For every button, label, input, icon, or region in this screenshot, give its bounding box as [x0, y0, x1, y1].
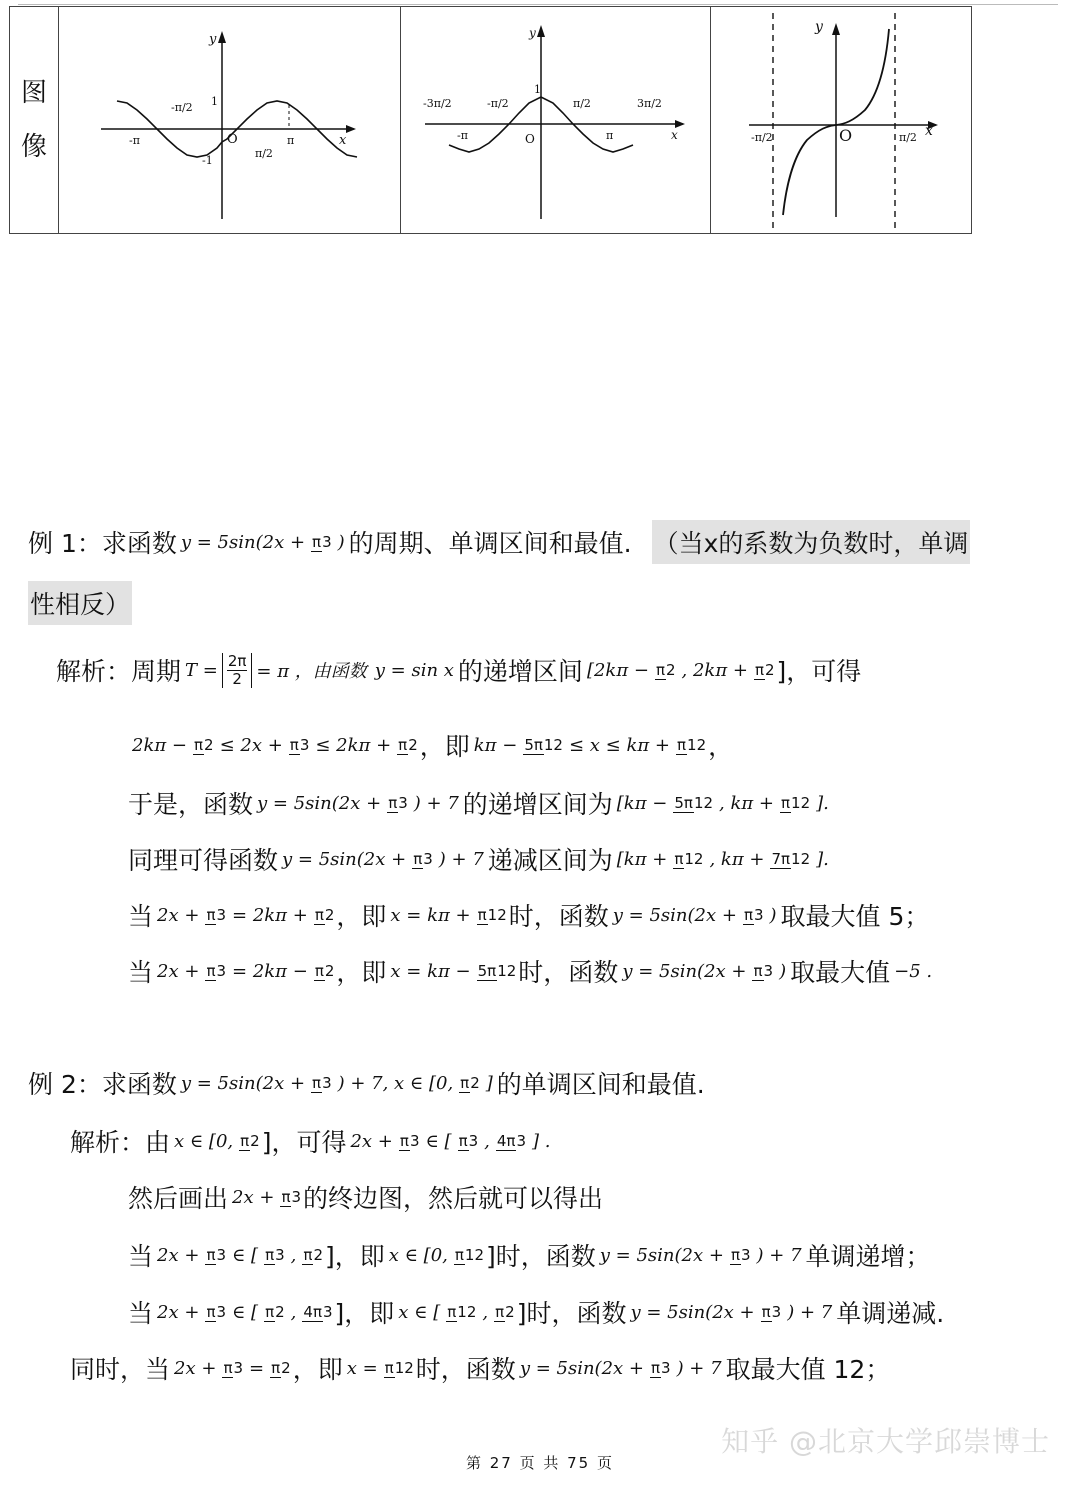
- text-segment: , kπ +: [719, 792, 775, 814]
- sin-tick-half-pi: π/2: [255, 147, 273, 160]
- text-segment: 3: [322, 532, 332, 551]
- fraction: [494, 1304, 515, 1321]
- text-segment: y = 5sin(2x +: [180, 1072, 306, 1094]
- text-segment: 12: [394, 1358, 414, 1377]
- text-segment: 当: [128, 958, 154, 987]
- text-segment: ]，即: [324, 1242, 385, 1271]
- fraction: [280, 1189, 301, 1206]
- fraction: [397, 737, 418, 754]
- text-segment: 3: [423, 849, 433, 868]
- text-segment: 3: [398, 793, 408, 812]
- text-segment: π: [495, 1302, 505, 1321]
- text-segment: 3: [753, 905, 764, 924]
- fraction: [412, 851, 433, 868]
- text-segment: π: [312, 1073, 322, 1092]
- text-segment: 时，函数: [415, 1355, 516, 1384]
- fraction: [454, 1247, 484, 1264]
- fraction: [477, 907, 507, 924]
- fraction: [311, 534, 332, 551]
- text-segment: 2: [324, 905, 335, 924]
- fraction: [761, 1304, 782, 1321]
- text-segment: ∈ [: [232, 1244, 259, 1266]
- ex1-line4: [128, 834, 833, 884]
- text-segment: π: [650, 1358, 661, 1377]
- text-segment: 2x +: [157, 960, 200, 982]
- fraction: [193, 737, 214, 754]
- text-segment: 3: [740, 1245, 751, 1264]
- text-segment: ]时，函数: [486, 1242, 596, 1271]
- text-segment: π: [413, 849, 423, 868]
- text-segment: ，即: [292, 1355, 343, 1384]
- text-segment: y = 5sin(2x +: [257, 792, 382, 814]
- text-segment: 2: [324, 961, 335, 980]
- fraction: [222, 1360, 243, 1377]
- fraction: [650, 1360, 671, 1377]
- text-segment: ) + 7: [413, 792, 459, 814]
- text-segment: ) + 7: [438, 848, 484, 870]
- text-segment: y = 5sin(2x +: [622, 960, 747, 982]
- text-segment: 7π: [771, 849, 791, 868]
- text-segment: π: [677, 735, 687, 754]
- text-segment: 4π: [496, 1131, 516, 1150]
- text-segment: 取最大值: [790, 958, 891, 987]
- ex1-note-line2-row: [28, 585, 132, 621]
- ex1-title-prefix: 例 1：求函数: [28, 529, 177, 558]
- text-segment: = 2kπ −: [232, 960, 308, 982]
- graph-table: [9, 6, 972, 234]
- fraction: [752, 963, 773, 980]
- cos-graph: [401, 7, 710, 233]
- text-segment: π: [223, 1358, 233, 1377]
- sin-graph: [59, 7, 400, 233]
- fraction: [673, 795, 713, 812]
- fraction: [264, 1304, 285, 1321]
- sin-origin: O: [227, 132, 238, 147]
- cos-origin: O: [525, 132, 535, 146]
- fraction: [676, 737, 706, 754]
- tan-tick-neg-half-pi: -π/2: [751, 131, 773, 144]
- text-segment: [222, 653, 253, 688]
- text-segment: 12: [687, 735, 707, 754]
- ex2-line5: [70, 1343, 890, 1393]
- text-segment: π: [454, 1245, 464, 1264]
- text-segment: π: [460, 1073, 470, 1092]
- text-segment: π: [743, 905, 753, 924]
- fraction: [496, 1133, 526, 1150]
- text-segment: ].: [816, 792, 829, 814]
- text-segment: 的终边图，然后就可以得出: [303, 1184, 604, 1213]
- text-segment: ，即: [336, 958, 387, 987]
- text-segment: 2: [232, 669, 242, 688]
- text-segment: π: [384, 1358, 394, 1377]
- cos-tick-neg-pi: -π: [457, 129, 468, 142]
- text-segment: 2x +: [157, 904, 200, 926]
- text-segment: 2: [281, 1358, 291, 1377]
- fraction: [289, 737, 310, 754]
- text-segment: [2kπ −: [586, 659, 649, 681]
- text-segment: π: [265, 1245, 275, 1264]
- text-segment: π: [265, 1302, 275, 1321]
- text-segment: 12: [791, 849, 811, 868]
- tan-tick-half-pi: π/2: [899, 131, 917, 144]
- ex1-note-line1: （当x的系数为负数时，单调: [652, 520, 971, 564]
- sin-tick-pi: π: [287, 134, 295, 147]
- text-segment: 2: [470, 1073, 480, 1092]
- text-segment: 2x +: [174, 1357, 217, 1379]
- sin-x-label: x: [339, 133, 347, 148]
- text-segment: y = 5sin(2x +: [599, 1244, 724, 1266]
- text-segment: π: [271, 1358, 281, 1377]
- text-segment: π: [458, 1131, 468, 1150]
- text-segment: ].: [816, 848, 829, 870]
- text-segment: 递减区间为: [487, 846, 613, 875]
- text-segment: 12: [487, 905, 507, 924]
- text-segment: ) + 7: [756, 1244, 802, 1266]
- cos-x-label: x: [671, 128, 678, 142]
- text-segment: ): [769, 904, 777, 926]
- fraction: [227, 653, 248, 688]
- ex2-line1: [70, 1116, 554, 1166]
- text-segment: 5π: [674, 793, 693, 812]
- tan-origin: O: [839, 126, 853, 145]
- text-segment: x = kπ −: [390, 960, 471, 982]
- text-segment: 2x +: [232, 1186, 275, 1208]
- text-segment: 2x +: [157, 1301, 200, 1323]
- text-segment: x =: [346, 1357, 378, 1379]
- text-segment: 3: [216, 905, 227, 924]
- text-segment: =: [249, 1357, 265, 1379]
- text-segment: ,: [482, 1301, 489, 1323]
- text-segment: 时，函数: [518, 958, 619, 987]
- fraction: [239, 1133, 260, 1150]
- text-segment: x = kπ +: [390, 904, 471, 926]
- ex1-title-func: y = 5sin(2x +: [180, 531, 306, 553]
- text-segment: 12: [693, 793, 714, 812]
- text-segment: π: [240, 1131, 250, 1150]
- top-rule: [18, 4, 1058, 5]
- text-segment: 2: [765, 660, 775, 679]
- text-segment: 的递增区间为: [462, 790, 613, 819]
- text-segment: ≤ 2x +: [219, 734, 283, 756]
- text-segment: x ∈ [0,: [174, 1130, 234, 1152]
- text-segment: π: [314, 961, 324, 980]
- text-segment: 2: [313, 1245, 323, 1264]
- text-segment: ，即: [336, 902, 387, 931]
- text-segment: π: [655, 660, 665, 679]
- row-label-char-2: 像: [20, 132, 47, 162]
- text-segment: 12: [457, 1302, 477, 1321]
- text-segment: 3: [216, 1245, 227, 1264]
- ex1-line2: [128, 720, 733, 770]
- cos-tick-pi: π: [606, 129, 614, 142]
- tan-graph: [711, 7, 971, 233]
- text-segment: 3: [216, 1302, 227, 1321]
- row-label-char-1: 图: [20, 78, 47, 108]
- fraction: [205, 963, 226, 980]
- text-segment: π: [781, 793, 791, 812]
- sin-y-label: y: [209, 32, 217, 47]
- text-segment: π: [477, 905, 487, 924]
- cos-tick-neg-3half-pi: -3π/2: [423, 97, 452, 110]
- ex2-title: [28, 1058, 705, 1108]
- text-segment: 12: [464, 1245, 484, 1264]
- text-segment: π: [303, 1245, 313, 1264]
- ex2-line2: [128, 1172, 603, 1222]
- fraction: [314, 963, 335, 980]
- fraction: [314, 907, 335, 924]
- text-segment: π: [206, 905, 216, 924]
- text-segment: y = 5sin(2x +: [519, 1357, 644, 1379]
- text-segment: 12: [497, 961, 517, 980]
- text-segment: π: [206, 961, 216, 980]
- text-segment: 3: [661, 1358, 671, 1377]
- text-segment: 5π: [477, 961, 497, 980]
- text-segment: 2: [204, 735, 214, 754]
- fraction: [770, 851, 810, 868]
- text-segment: ]，可得: [261, 1128, 347, 1157]
- cos-tick-3half-pi: 3π/2: [637, 97, 662, 110]
- text-segment: = π ，由函数: [256, 661, 367, 682]
- text-segment: 2: [275, 1302, 285, 1321]
- text-segment: 4π: [303, 1302, 322, 1321]
- text-segment: π: [206, 1302, 216, 1321]
- text-segment: π: [194, 735, 204, 754]
- text-segment: x ∈ [0,: [388, 1244, 448, 1266]
- text-segment: 解析：由: [70, 1128, 171, 1157]
- text-segment: π: [730, 1245, 740, 1264]
- fraction: [399, 1133, 420, 1150]
- ex1-title-suffix: 的周期、单调区间和最值.: [348, 529, 632, 558]
- fraction: [446, 1304, 476, 1321]
- text-segment: π: [674, 849, 684, 868]
- text-segment: 5π: [524, 735, 543, 754]
- watermark: 知乎 @北京大学邱崇博士: [721, 1425, 1050, 1458]
- ex1-title: [28, 522, 970, 562]
- fraction: [673, 851, 703, 868]
- text-segment: x ∈ [: [398, 1301, 441, 1323]
- text-segment: ] .: [532, 1130, 551, 1152]
- row-label: [10, 7, 59, 234]
- text-segment: y = 5sin(2x +: [630, 1301, 755, 1323]
- cos-tick-one: 1: [534, 83, 541, 96]
- fraction: [655, 662, 676, 679]
- text-segment: 时，函数: [508, 902, 609, 931]
- cos-tick-neg-half-pi: -π/2: [487, 97, 509, 110]
- text-segment: y = 5sin(2x +: [612, 904, 737, 926]
- text-segment: T =: [185, 659, 218, 681]
- text-segment: 于是，函数: [128, 790, 254, 819]
- text-segment: 的单调区间和最值.: [496, 1070, 705, 1099]
- text-segment: ) + 7, x ∈ [0,: [337, 1072, 454, 1094]
- text-segment: π: [314, 905, 324, 924]
- text-segment: 然后画出: [128, 1184, 229, 1213]
- fraction: [205, 1304, 226, 1321]
- tan-y-label: y: [815, 19, 823, 35]
- text-segment: π: [753, 961, 763, 980]
- text-segment: y = 5sin(2x +: [282, 848, 407, 870]
- text-segment: π: [398, 735, 408, 754]
- text-segment: ]，可得: [776, 657, 862, 686]
- fraction: [754, 662, 775, 679]
- text-segment: 当: [128, 1299, 154, 1328]
- text-segment: 3: [409, 1131, 420, 1150]
- fraction: [477, 963, 517, 980]
- fraction: [302, 1304, 332, 1321]
- text-segment: 12: [791, 793, 811, 812]
- text-segment: ) + 7: [676, 1357, 722, 1379]
- text-segment: 2π: [227, 651, 247, 670]
- fraction: [458, 1133, 479, 1150]
- text-segment: ,: [290, 1301, 297, 1323]
- text-segment: 2: [408, 735, 418, 754]
- cos-y-label: y: [529, 26, 536, 40]
- text-segment: ]时，函数: [516, 1299, 627, 1328]
- text-segment: 3: [275, 1245, 285, 1264]
- fraction: [311, 1075, 332, 1092]
- text-segment: ]: [485, 1072, 493, 1094]
- text-segment: [kπ −: [616, 792, 668, 814]
- text-segment: 2x +: [157, 1244, 200, 1266]
- fraction: [384, 1360, 414, 1377]
- text-segment: 3: [233, 1358, 244, 1377]
- text-segment: 2x +: [350, 1130, 393, 1152]
- text-segment: 单调递减.: [836, 1299, 945, 1328]
- text-segment: = 2kπ +: [232, 904, 308, 926]
- text-segment: 解析：周期: [56, 657, 182, 686]
- text-segment: 取最大值 5；: [780, 902, 930, 931]
- text-segment: 3: [516, 1131, 526, 1150]
- ex1-line6: [128, 946, 936, 996]
- text-segment: 取最大值 12；: [725, 1355, 891, 1384]
- cos-graph-cell: [401, 7, 711, 234]
- text-segment: π: [388, 793, 398, 812]
- text-segment: 3: [322, 1302, 333, 1321]
- sin-tick-neg-half-pi: -π/2: [171, 101, 193, 114]
- text-segment: 3: [468, 1131, 479, 1150]
- ex1-line3: [128, 778, 833, 828]
- text-segment: 例 2：求函数: [28, 1070, 177, 1099]
- text-segment: 12: [684, 849, 704, 868]
- sin-tick-one: 1: [211, 95, 218, 108]
- text-segment: π: [754, 660, 764, 679]
- text-segment: π: [206, 1245, 216, 1264]
- tan-graph-cell: [711, 7, 972, 234]
- text-segment: ,: [290, 1244, 297, 1266]
- text-segment: , kπ +: [709, 848, 765, 870]
- text-segment: 同理可得函数: [128, 846, 279, 875]
- text-segment: 12: [543, 735, 563, 754]
- fraction: [387, 795, 408, 812]
- fraction: [523, 737, 563, 754]
- fraction: [264, 1247, 285, 1264]
- text-segment: [kπ +: [616, 848, 668, 870]
- text-segment: kπ −: [473, 734, 518, 756]
- text-segment: 当: [128, 1242, 154, 1271]
- fraction: [780, 795, 810, 812]
- text-segment: ]，即: [334, 1299, 395, 1328]
- text-segment: π: [447, 1302, 457, 1321]
- text-segment: 单调递增；: [805, 1242, 931, 1271]
- text-segment: 2: [250, 1131, 260, 1150]
- fraction: [302, 1247, 323, 1264]
- text-segment: 当: [128, 902, 154, 931]
- text-segment: ∈ [: [425, 1130, 452, 1152]
- text-segment: ) + 7: [787, 1301, 833, 1323]
- text-segment: ): [337, 531, 345, 553]
- text-segment: π: [312, 532, 322, 551]
- text-segment: ≤ 2kπ +: [315, 734, 392, 756]
- text-segment: 的递增区间: [457, 657, 583, 686]
- text-segment: 3: [216, 961, 227, 980]
- fraction: [730, 1247, 751, 1264]
- text-segment: ∈ [: [232, 1301, 259, 1323]
- tan-x-label: x: [925, 123, 933, 139]
- fraction: [270, 1360, 291, 1377]
- text-segment: 2: [665, 660, 676, 679]
- text-segment: ≤ x ≤ kπ +: [568, 734, 671, 756]
- text-segment: 3: [763, 961, 774, 980]
- text-segment: 3: [291, 1187, 302, 1206]
- ex2-line4: [128, 1287, 944, 1337]
- text-segment: 2: [505, 1302, 515, 1321]
- text-segment: ，即: [419, 732, 470, 761]
- text-segment: π: [289, 735, 299, 754]
- cos-tick-half-pi: π/2: [573, 97, 591, 110]
- ex1-line5: [128, 890, 929, 940]
- fraction: [205, 1247, 226, 1264]
- ex2-line3: [128, 1230, 931, 1280]
- text-segment: π: [399, 1131, 409, 1150]
- text-segment: ,: [484, 1130, 490, 1152]
- text-segment: 3: [322, 1073, 332, 1092]
- text-segment: 3: [771, 1302, 782, 1321]
- fraction: [205, 907, 226, 924]
- sin-graph-cell: [59, 7, 401, 234]
- ex1-line1: [56, 645, 861, 695]
- sin-tick-neg-pi: -π: [129, 134, 140, 147]
- text-segment: ，: [708, 732, 734, 761]
- text-segment: π: [761, 1302, 771, 1321]
- text-segment: 2kπ −: [132, 734, 187, 756]
- text-segment: 同时，当: [70, 1355, 171, 1384]
- text-segment: 3: [299, 735, 310, 754]
- fraction: [743, 907, 764, 924]
- text-segment: , 2kπ +: [681, 659, 748, 681]
- text-segment: y = sin x: [374, 659, 454, 681]
- ex1-note-line2: 性相反）: [28, 581, 132, 625]
- fraction: [459, 1075, 480, 1092]
- text-segment: π: [281, 1187, 291, 1206]
- page-footer: 第 27 页 共 75 页: [465, 1454, 614, 1472]
- text-segment: −5 .: [894, 960, 933, 982]
- sin-tick-neg-one: -1: [202, 154, 213, 167]
- text-segment: ): [779, 960, 787, 982]
